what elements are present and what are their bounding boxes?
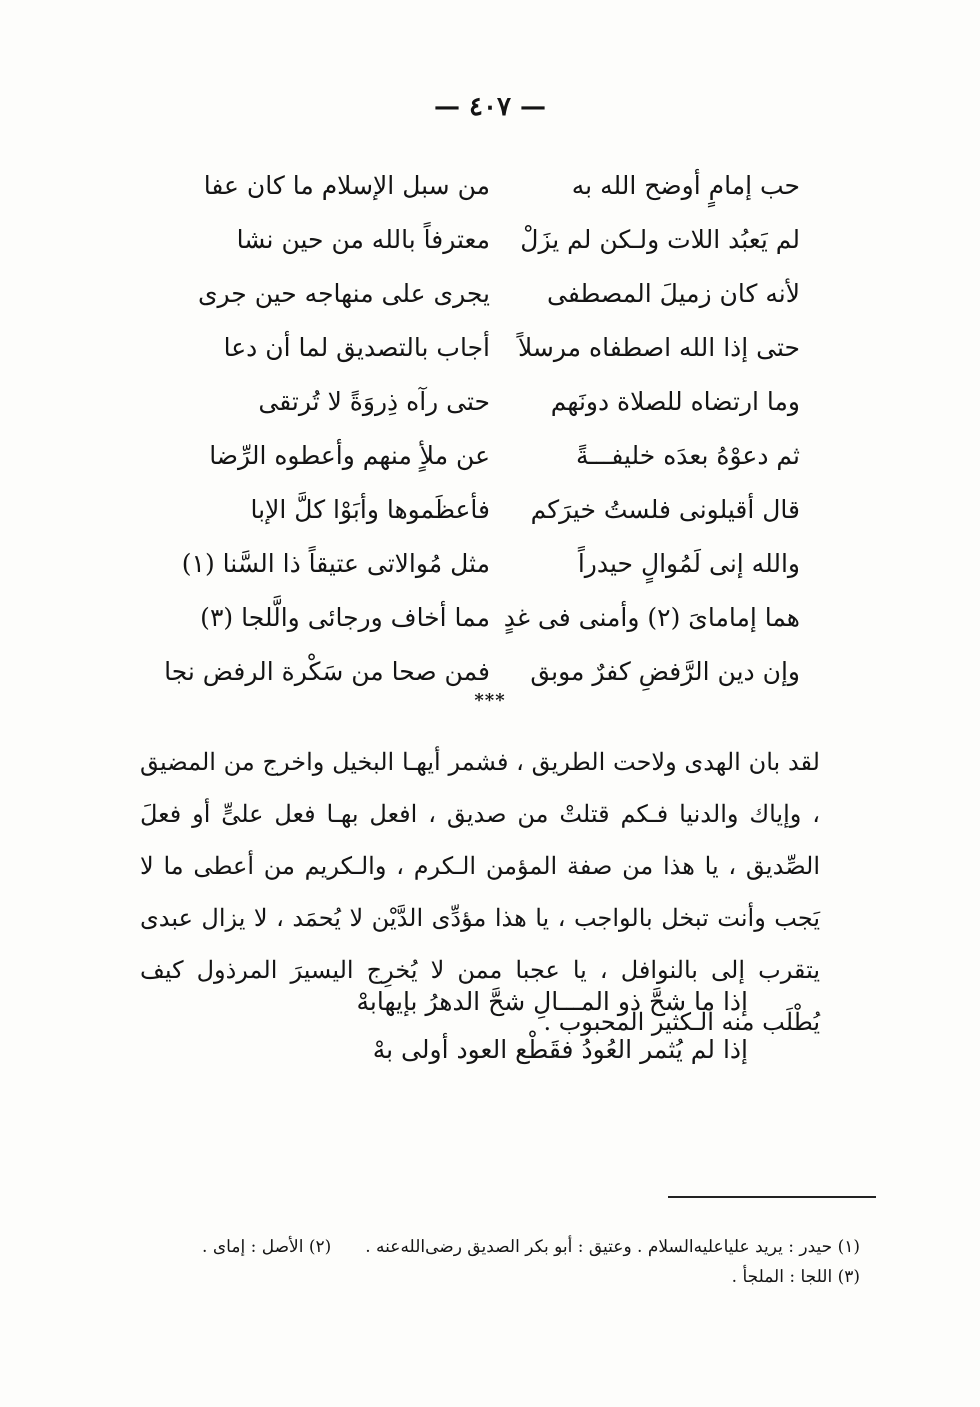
couplet-line: إذا ما شحَّ ذو المـــالِ شحَّ الدهرُ بإيهابهْ <box>356 987 748 1016</box>
verse-first-hemistich: ثم دعوْهُ بعدَه خليفـــةً <box>575 440 800 470</box>
verse-first-hemistich: حب إمامٍ أوضح الله به <box>571 170 800 200</box>
footnote-divider <box>668 1196 876 1198</box>
poem-verse <box>200 374 800 428</box>
couplet-line: إذا لم يُثمر العُودُ فقَطْع العود أولى بهْ <box>372 1035 748 1064</box>
poem-verse <box>197 266 800 320</box>
verse-second-hemistich: أجاب بالتصديق لما أن دعا <box>223 332 490 362</box>
section-separator: *** <box>474 690 506 711</box>
verse-first-hemistich: والله إنى لَمُوالٍ حيدراً <box>577 548 800 578</box>
verse-second-hemistich: من سبل الإسلام ما كان عفا <box>203 170 490 200</box>
couplet <box>268 978 748 1074</box>
verse-second-hemistich: معترفاً بالله من حين نشا <box>236 224 490 254</box>
verse-first-hemistich: قال أقيلونى فلستُ خيرَكم <box>530 494 800 524</box>
poem-verse <box>200 482 800 536</box>
verse-second-hemistich: مثل مُوالاتى عتيقاً ذا السَّنا (١) <box>181 548 490 578</box>
poem-verse <box>200 590 800 644</box>
poem-verse <box>200 158 800 212</box>
footnote-line <box>140 1262 860 1292</box>
footnote-3: (٣) اللجا : الملجأ . <box>731 1267 860 1287</box>
poem <box>164 158 800 698</box>
verse-second-hemistich: مما أخاف ورجائى والَّلجا (٣) <box>200 602 490 632</box>
verse-second-hemistich: حتى رآه ذِروَةً لا تُرتقى <box>258 386 490 416</box>
page-number: — ٤٠٧ — <box>433 92 547 122</box>
verse-second-hemistich: يجرى على منهاجه حين جرى <box>197 278 490 308</box>
footnote-line <box>140 1232 860 1262</box>
verse-first-hemistich: وما ارتضاه للصلاة دونَهم <box>550 386 800 416</box>
footnotes <box>140 1232 860 1292</box>
verse-second-hemistich: فمن صحا من سَكْرة الرفض نجا <box>164 656 490 686</box>
prose-paragraph: لقد بان الهدى ولاحت الطريق ، فشمر أيهـا البخيل واخرج من المضيق ، وإياك والدنيا فـكم قتلتْ من صديق ، افعل بهـا فعل علىٍّ أو فعلَ الصِّديق ، يا هذا من صفة المؤمن الـكرم ، والـكريم من أعطى ما لا يَجب وأنت تبخل بالواجب ، يا هذا مؤدِّى الدَّيْن لا يُحمَد ، لا يزال عبدى يتقرب إلى بالنوافل ، يا عجبا ممن لا يُخرِج اليسيرَ المرذول كيف يُطْلَب منه الـكثير المحبوب . <box>140 748 820 1036</box>
footnote-1: (١) حيدر : يريد علياعليه‌السلام . وعتيق : أبو بكر الصديق رضى‌الله‌عنه . <box>365 1237 860 1257</box>
poem-verse <box>200 212 800 266</box>
verse-second-hemistich: عن ملأٍ منهم وأعطوه الرِّضا <box>209 440 490 470</box>
verse-first-hemistich: لم يَعبُد اللات ولـكن لم يزَلْ <box>520 224 800 254</box>
verse-first-hemistich: لأنه كان زميلَ المصطفى <box>547 278 800 308</box>
verse-first-hemistich: هما إمامایَ (٢) وأمنى فى غدٍ <box>503 602 800 632</box>
verse-first-hemistich: وإن دين الرَّفضِ كفرٌ موبق <box>530 656 800 686</box>
footnote-2: (٢) الأصل : إماى . <box>202 1237 332 1257</box>
poem-verse <box>181 536 800 590</box>
verse-first-hemistich: حتى إذا الله اصطفاه مرسلاً <box>518 332 800 362</box>
poem-verse <box>200 320 800 374</box>
poem-verse <box>200 428 800 482</box>
verse-second-hemistich: فأعظَموها وأبَوْا كلَّ الإبا <box>250 494 490 524</box>
